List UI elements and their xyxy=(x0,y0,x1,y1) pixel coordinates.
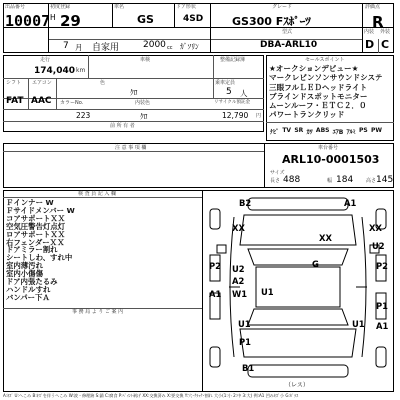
recycle-unit: 円 xyxy=(256,113,262,119)
model-code: DBA-ARL10 xyxy=(260,40,318,50)
usage: 自家用 xyxy=(92,43,120,53)
grade-label: グレード xyxy=(272,4,293,10)
specs-row-3 xyxy=(3,109,264,110)
inspection-item: 室内薄汚れ xyxy=(6,261,43,271)
displacement-unit: cc xyxy=(167,45,173,51)
exterior-label: 外装 xyxy=(380,29,391,35)
inspection-item: Ｆインナー W xyxy=(6,198,54,207)
inspection-item: ロアサポートＸＸ xyxy=(6,229,66,239)
diagram-windshield xyxy=(248,249,348,265)
option-airbag: ｴｱB xyxy=(332,129,344,136)
interior-label: 内装 xyxy=(364,29,375,35)
mileage-unit: km xyxy=(76,67,86,74)
option-sunroof: SR xyxy=(294,127,304,134)
inspection-item: Ｆサイドメンバー W xyxy=(6,205,75,215)
mark-p1-bottom: P1 xyxy=(239,337,251,347)
mark-b2-top: B2 xyxy=(239,198,252,208)
sales-point: ムーンルーフ・ＥＴＣ２．０ xyxy=(269,101,367,111)
inspection-item: ドアミラー割れ xyxy=(6,245,58,255)
diagram-wheel-rr xyxy=(376,347,386,367)
length: 488 xyxy=(283,175,301,185)
doors-label: ドア形状 xyxy=(176,4,196,10)
inspection-record-label: 整備記録簿 xyxy=(220,57,246,63)
interior-score: D xyxy=(365,38,375,51)
mark-b1: B1 xyxy=(242,363,255,373)
option-pw: PW xyxy=(370,127,382,134)
mark-a1-right: A1 xyxy=(376,321,389,331)
header-col-5 xyxy=(362,3,363,53)
sales-points-label: セールスポイント xyxy=(305,57,345,63)
capacity-unit: 人 xyxy=(240,89,248,98)
mark-u2-left: U2 xyxy=(232,264,245,274)
recycle: 12,790 xyxy=(222,111,249,120)
score-label: 評価点 xyxy=(365,4,381,10)
doors: 4SD xyxy=(183,14,204,24)
color-label: 色 xyxy=(100,80,106,86)
width-label: 幅 xyxy=(327,178,333,184)
mark-xx-left: XX xyxy=(232,223,245,233)
specs-row-4 xyxy=(3,121,264,122)
inspection-label: 車検 xyxy=(140,57,151,63)
inspection-item: 右フェンダーＸＸ xyxy=(6,237,65,247)
mark-a2: A2 xyxy=(232,276,245,286)
exterior-score: C xyxy=(381,38,390,51)
mark-p2-left: P2 xyxy=(209,261,221,271)
length-label: 長さ xyxy=(270,178,281,184)
chassis-number: ARL10-0001503 xyxy=(282,153,380,166)
specs-col-2 xyxy=(213,55,214,98)
height-label: 高さ xyxy=(366,178,377,184)
inspection-item: ドア内張たるみ xyxy=(6,277,58,287)
diagram-front-bumper xyxy=(248,198,348,210)
header-col-4 xyxy=(210,3,211,53)
aircon: AAC xyxy=(31,96,52,106)
type-label: 型式 xyxy=(282,29,293,35)
month: 7 xyxy=(63,41,69,51)
rear-label: （レス） xyxy=(285,382,309,389)
era: H xyxy=(50,13,56,22)
mileage-value: 174,040 xyxy=(34,66,75,76)
mark-w1: W1 xyxy=(232,289,248,299)
option-ps: PS xyxy=(358,127,368,134)
notes-label: 注 意 事 項 欄 xyxy=(115,145,147,151)
diagram-wheel-fl xyxy=(210,209,220,229)
prev-owner-label: 前 所 有 者 xyxy=(110,123,135,129)
option-navi: ﾅﾋﾞ xyxy=(270,129,280,136)
mark-p1-right: P1 xyxy=(376,301,388,311)
mark-u1-right: U1 xyxy=(352,319,365,329)
header-col-6 xyxy=(378,39,379,53)
sales-point: パワートランクリッド xyxy=(269,110,345,120)
specs-col-3 xyxy=(28,78,29,109)
chassis-label: 車台番号 xyxy=(318,145,339,151)
inspection-item: ハンドルすれ xyxy=(6,284,51,294)
year: 29 xyxy=(60,12,81,30)
size-label: サイズ xyxy=(270,170,285,176)
shift-label: シフト xyxy=(6,80,22,86)
mileage-label: 走行 xyxy=(40,57,51,63)
options-divider xyxy=(266,122,394,123)
mark-u1-mid: U1 xyxy=(261,287,274,297)
mark-u1-left: U1 xyxy=(238,319,251,329)
mark-xx-right: XX xyxy=(369,223,382,233)
shift: FAT xyxy=(6,96,24,106)
color-no-label: カラーNo. xyxy=(60,100,84,106)
option-alloy: ｱﾙﾐ xyxy=(346,129,356,136)
recycle-label: リサイクル預託金 xyxy=(214,100,251,105)
lot-label: 出品番号 xyxy=(5,4,26,10)
inspection-col xyxy=(202,190,203,392)
options-row xyxy=(270,127,382,136)
mark-a1-mid-left: A1 xyxy=(209,289,222,299)
inspection-item: 空気圧警告灯点灯 xyxy=(6,221,66,231)
car-damage-diagram xyxy=(204,193,392,389)
specs-col-4 xyxy=(56,78,57,109)
inspection-item: シートしわ、すれ中 xyxy=(6,253,73,263)
sales-point: マークレビンソンサウンドシステ xyxy=(269,73,383,83)
diagram-left-mirror xyxy=(217,245,226,253)
inspection-item: コアサポートＸＸ xyxy=(6,213,66,223)
width: 184 xyxy=(336,175,354,185)
option-abs: ABS xyxy=(315,127,330,134)
inner-color: ｸﾛ xyxy=(140,112,148,121)
mark-p2-right: P2 xyxy=(376,261,388,271)
specs-row-1 xyxy=(3,78,264,79)
mark-xx-mid: XX xyxy=(319,233,332,243)
inspection-item: バンパー下Ａ xyxy=(6,292,50,302)
year-label: 初度登録 xyxy=(50,4,71,10)
legend-footer: A:ｷｽﾞ U:へこみ B:ｷｽﾞを伴うへこみ W:波・修理跡 S:錆 C:腐食 P:ﾍﾟｲﾝﾄ剥げ XX:交換済み X:要交換 Y:穴･ｸﾗｯｸ･割れ 大小(1:小 2:中 3:大) 例:A1 凹みｷｽﾞ小 G:ｶﾞﾗｽ xyxy=(3,393,299,398)
model: GS xyxy=(137,13,154,26)
diagram-wheel-rl xyxy=(210,347,220,367)
maker-label: 車名 xyxy=(114,4,125,10)
aircon-label: エアコン xyxy=(32,80,52,86)
mark-a1-top: A1 xyxy=(344,198,357,208)
option-tv: TV xyxy=(282,127,292,134)
specs-col-1 xyxy=(88,55,89,78)
diagram-hood xyxy=(240,215,356,245)
inspection-item: 室内小傷傷 xyxy=(6,269,43,279)
sales-point: 三眼フルＬＥＤヘッドライト xyxy=(269,82,368,92)
displacement: 2000 xyxy=(143,40,166,50)
notes-col xyxy=(264,143,265,188)
mark-g: G xyxy=(312,259,319,269)
inner-color-label: 内装色 xyxy=(135,100,151,106)
color-no: 223 xyxy=(76,111,91,120)
month-unit: 月 xyxy=(75,43,83,52)
header-col-3 xyxy=(174,3,175,27)
inspection-list xyxy=(6,199,201,302)
inspection-label: 検 査 員 記 入 欄 xyxy=(78,191,116,197)
diagram-trunk xyxy=(240,329,356,357)
notes-header-line xyxy=(3,151,264,152)
bottom-section-label: 事 務 局 よ り ご 案 内 xyxy=(72,309,124,315)
diagram-rear-bumper xyxy=(248,365,348,377)
diagram-rear-window xyxy=(248,309,348,325)
overall-score: R xyxy=(372,13,384,31)
grade: GS300 Fｽﾎﾟｰﾂ xyxy=(232,15,311,28)
capacity-label: 乗車定員 xyxy=(215,80,236,86)
capacity: 5 xyxy=(226,87,232,97)
sales-points-list xyxy=(269,64,393,120)
lot-number: 10007 xyxy=(5,12,51,30)
sales-point: ブラインドスポットモニター xyxy=(269,91,368,101)
header-col-2 xyxy=(112,3,113,27)
fuel: ｶﾞｿﾘﾝ xyxy=(180,42,199,51)
color: ｸﾛ xyxy=(130,88,138,97)
option-leather: ｶﾜ xyxy=(306,129,313,136)
height: 145 xyxy=(376,175,394,185)
sales-point: ★オークションデビュー★ xyxy=(269,64,359,73)
mark-u2-right: U2 xyxy=(372,241,385,251)
